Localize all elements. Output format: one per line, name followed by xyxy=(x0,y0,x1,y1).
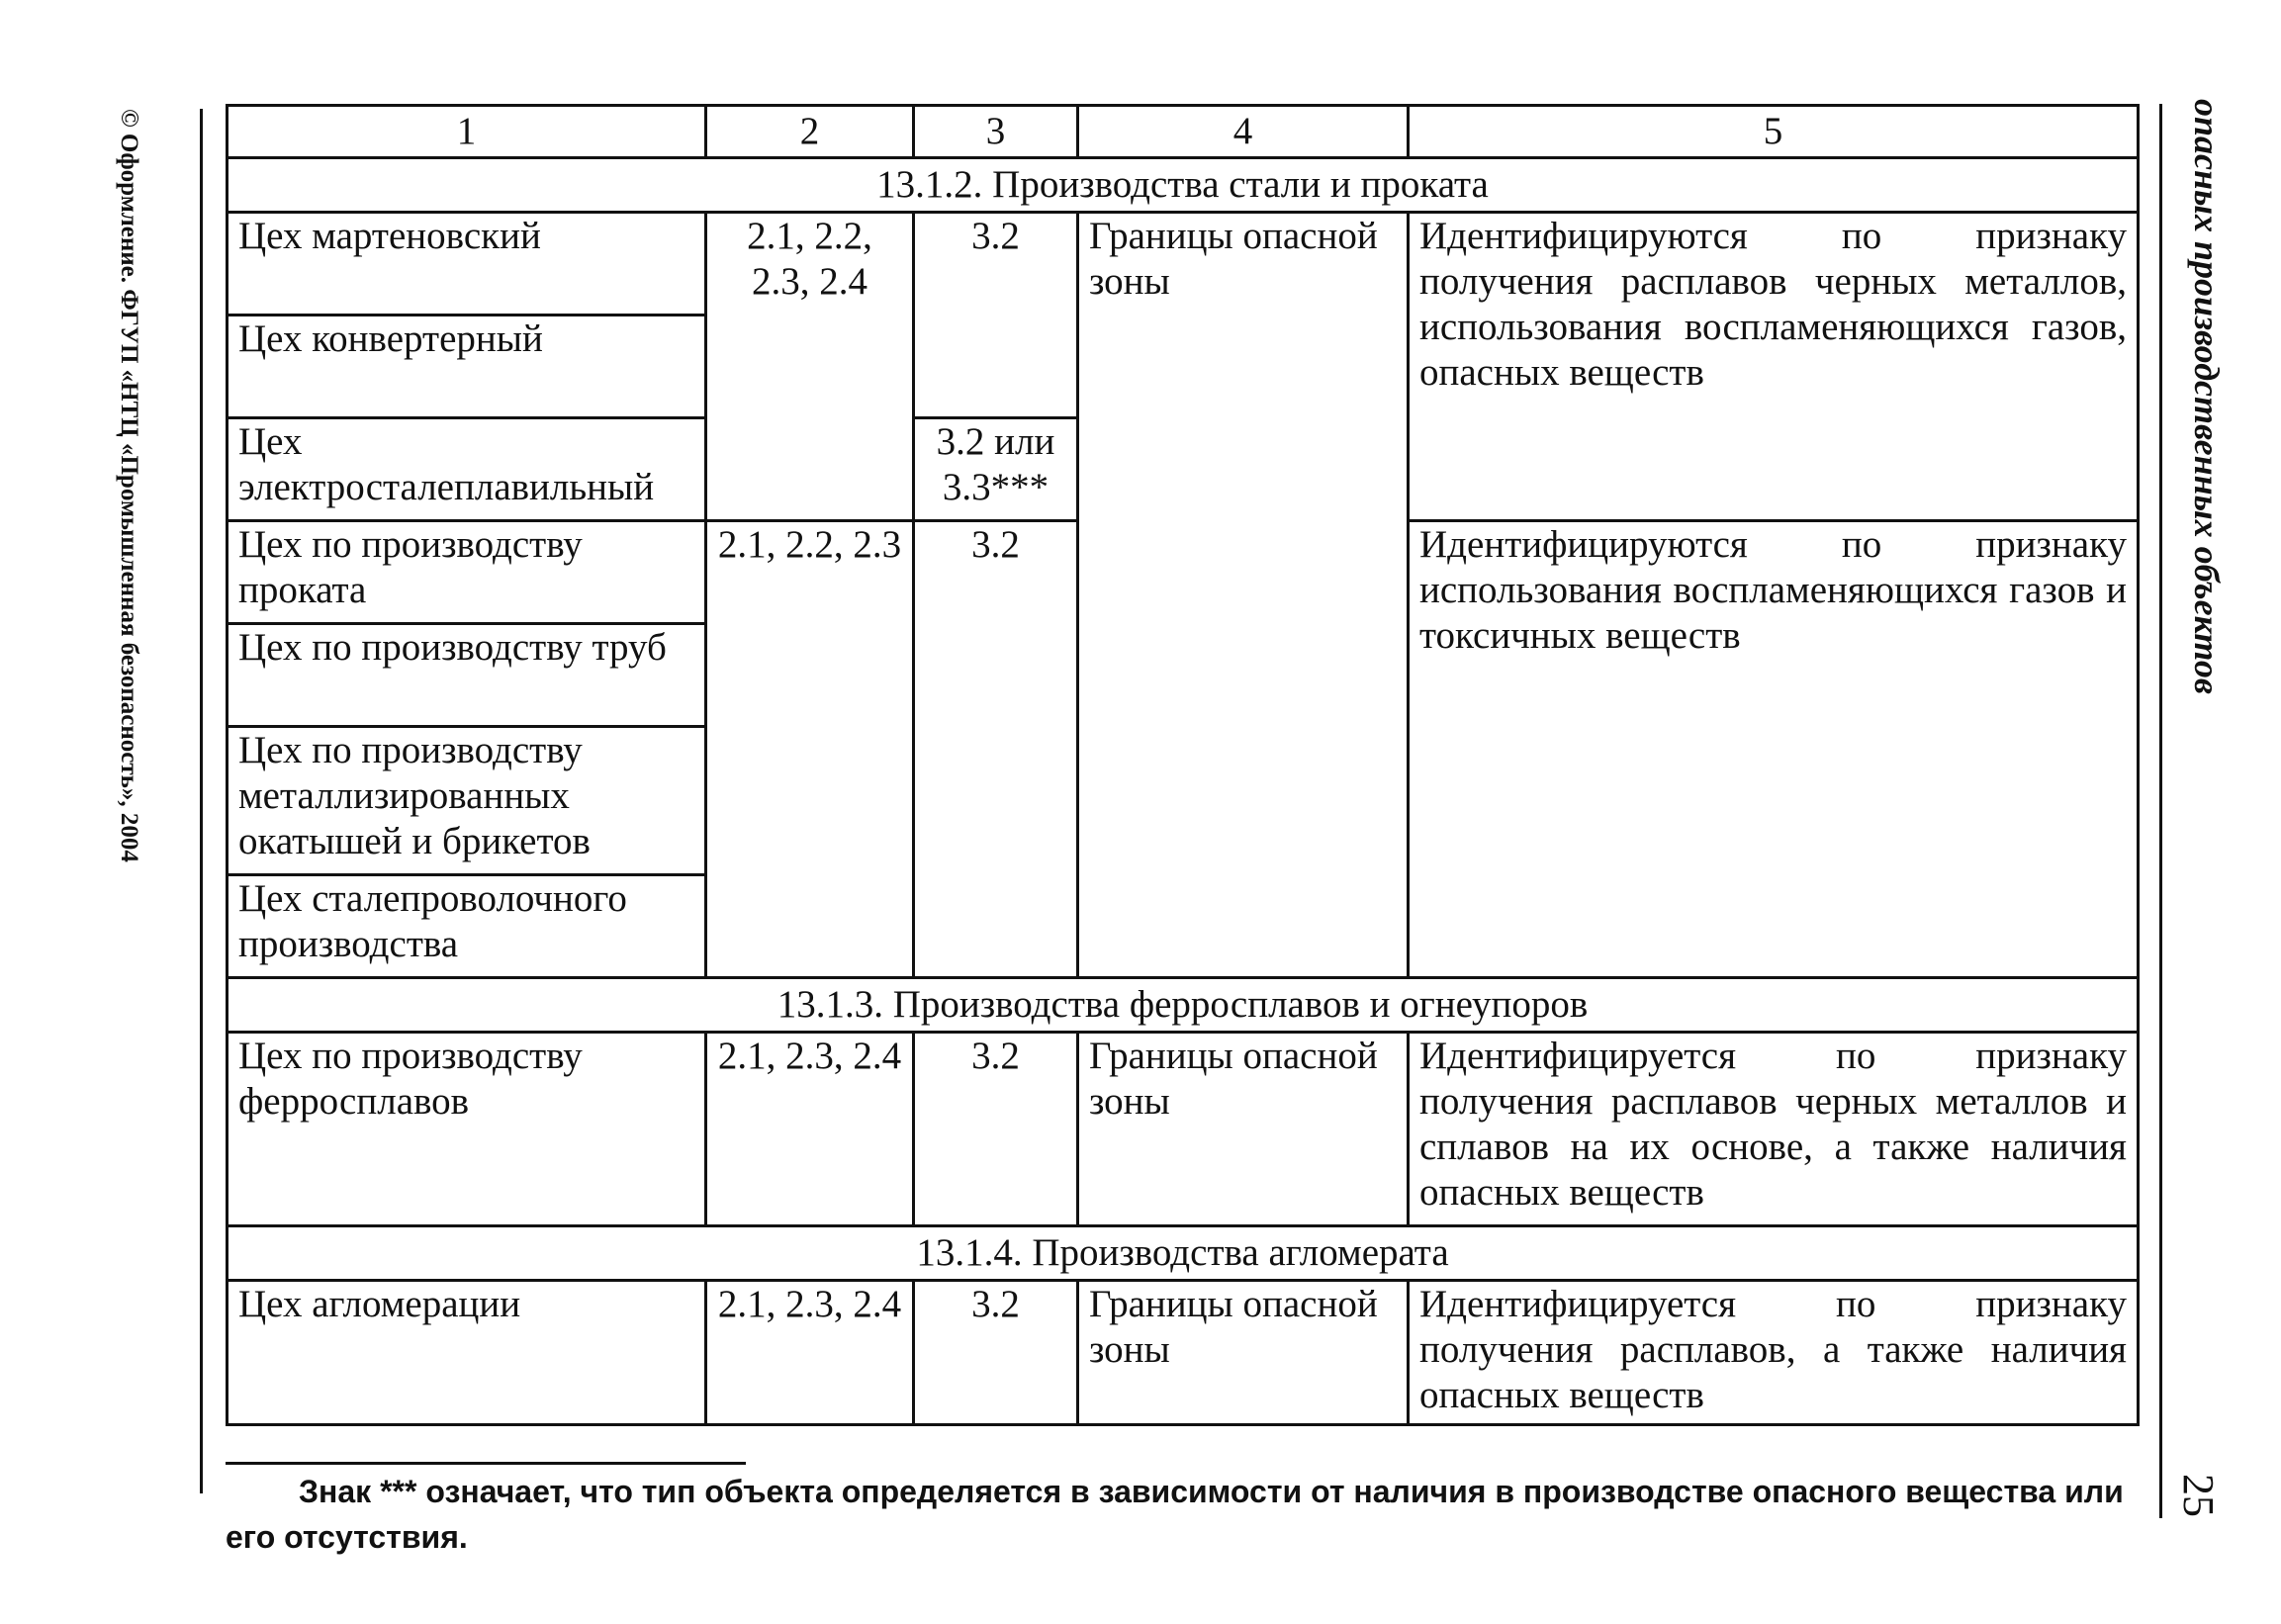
footnote: Знак *** означает, что тип объекта определяется в зависимости от наличия в производстве опасного вещества или его отсутствия. xyxy=(226,1474,2124,1555)
workshop-name: Цех электросталеплавильный xyxy=(228,418,706,521)
header-cell: 2 xyxy=(706,106,914,158)
workshop-name: Цех мартеновский xyxy=(228,213,706,316)
cell-col5: Идентифицируется по признаку получения расплавов черных металлов и сплавов на их основе, а также наличия опасных веществ xyxy=(1409,1033,2139,1226)
cell-col3: 3.2 xyxy=(914,213,1078,418)
cell-col5: Идентифицируются по признаку использования воспламеняющихся газов и токсичных веществ xyxy=(1409,521,2139,978)
section-row xyxy=(228,978,2139,1033)
cell-col5: Идентифицируется по признаку получения расплавов, а также наличия опасных веществ xyxy=(1409,1281,2139,1425)
hazard-table xyxy=(226,104,2140,1426)
page-number: 25 xyxy=(2174,1474,2223,1517)
section-row xyxy=(228,158,2139,213)
workshop-name: Цех агломерации xyxy=(228,1281,706,1425)
header-cell: 4 xyxy=(1078,106,1409,158)
cell-col3: 3.2 или 3.3*** xyxy=(914,418,1078,521)
workshop-name: Цех по производству проката xyxy=(228,521,706,624)
table-row xyxy=(228,1033,2139,1226)
section-title: 13.1.3. Производства ферросплавов и огнеупоров xyxy=(228,978,2139,1033)
footnote-rule xyxy=(226,1462,746,1465)
workshop-name: Цех по производству ферросплавов xyxy=(228,1033,706,1226)
copyright-line: © Оформление. ФГУП «НТЦ «Промышленная безопасность», 2004 xyxy=(116,109,142,862)
cell-col2: 2.1, 2.2, 2.3 xyxy=(706,521,914,978)
cell-col5: Идентифицируются по признаку получения расплавов черных металлов, использования воспламеняющихся газов, опасных веществ xyxy=(1409,213,2139,521)
table-row xyxy=(228,1281,2139,1425)
header-row xyxy=(228,106,2139,158)
right-rule xyxy=(2159,104,2162,1518)
cell-col4: Границы опасной зоны xyxy=(1078,1033,1409,1226)
cell-col2: 2.1, 2.2, 2.3, 2.4 xyxy=(706,213,914,521)
cell-col3: 3.2 xyxy=(914,1033,1078,1226)
section-row xyxy=(228,1226,2139,1281)
running-title: опасных производственных объектов xyxy=(2187,99,2227,694)
cell-col2: 2.1, 2.3, 2.4 xyxy=(706,1281,914,1425)
header-cell: 3 xyxy=(914,106,1078,158)
header-cell: 5 xyxy=(1409,106,2139,158)
workshop-name: Цех по производству металлизированных окатышей и брикетов xyxy=(228,727,706,875)
workshop-name: Цех конвертерный xyxy=(228,316,706,418)
table-row xyxy=(228,213,2139,316)
header-cell: 1 xyxy=(228,106,706,158)
section-title: 13.1.4. Производства агломерата xyxy=(228,1226,2139,1281)
cell-col3: 3.2 xyxy=(914,1281,1078,1425)
cell-col2: 2.1, 2.3, 2.4 xyxy=(706,1033,914,1226)
cell-col4: Границы опасной зоны xyxy=(1078,213,1409,978)
cell-col3: 3.2 xyxy=(914,521,1078,978)
section-title: 13.1.2. Производства стали и проката xyxy=(228,158,2139,213)
cell-col4: Границы опасной зоны xyxy=(1078,1281,1409,1425)
workshop-name: Цех сталепроволочного производства xyxy=(228,875,706,978)
left-rule xyxy=(200,109,203,1493)
workshop-name: Цех по производству труб xyxy=(228,624,706,727)
